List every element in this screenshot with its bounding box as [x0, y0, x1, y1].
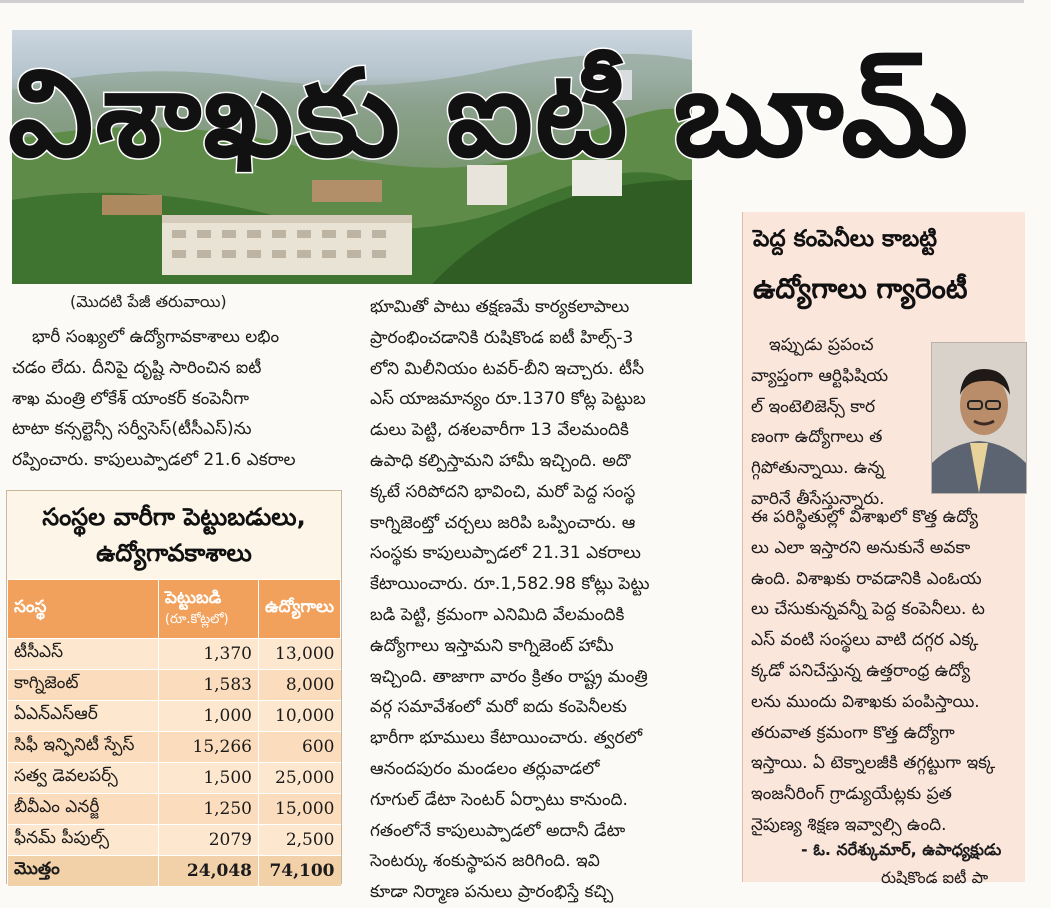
text-line: ణంగా ఉద్యోగాలు త: [751, 427, 883, 448]
text-line: లు ఎలా ఇస్తారని అనుకునే అవకా: [751, 537, 971, 558]
table-title-line: సంస్థల వారీగా పెట్టుబడులు,: [42, 503, 306, 531]
text-line: వారినే తీసేస్తున్నారు.: [751, 488, 885, 509]
text-line: కాగ్నిజెంట్తో చర్చలు జరిపి ఒప్పించారు. ఆ: [370, 512, 636, 533]
table-title: [7, 491, 341, 571]
text-line: నైపుణ్య శిక్షణ ఇవ్వాల్సి ఉంది.: [751, 814, 947, 835]
text-line: ఉద్యోగాలు ఇస్తామని కాగ్నిజెంట్ హామీ: [370, 635, 614, 656]
sidebar-heading-1: పెద్ద కంపెనీలు కాబట్టి: [753, 226, 937, 252]
header-investment-label: పెట్టుబడి: [164, 588, 222, 608]
cell-jobs: 10,000: [258, 701, 340, 732]
cell-jobs: 2,500: [258, 825, 340, 856]
cell-investment: 1,000: [158, 701, 258, 732]
header-investment: [158, 580, 258, 639]
text-line: శాఖ మంత్రి లోకేశ్ యాంకర్ కంపెనీగా: [12, 388, 250, 409]
text-line: తరువాత క్రమంగా కొత్త ఉద్యోగా: [751, 722, 955, 743]
cell-company: టీసీఎస్: [8, 639, 159, 670]
text-line: ఎస్ యాజమాన్యం రూ.1370 కోట్ల పెట్టుబ: [370, 389, 646, 410]
sidebar-box: [742, 212, 1025, 887]
cell-jobs: 25,000: [258, 763, 340, 794]
text-line: సెంటర్కు శంకుస్థాపన జరిగింది. ఇవి: [370, 851, 600, 872]
header-investment-unit: (రూ.కోట్లలో): [164, 612, 229, 627]
text-line: ల్ ఇంటెలిజెన్స్ కార: [751, 396, 876, 417]
investment-table: [7, 579, 341, 887]
cell-company: కాగ్నిజెంట్: [8, 670, 159, 701]
cell-company: సత్వ డెవలపర్స్: [8, 763, 159, 794]
header-company: సంస్థ: [8, 580, 159, 639]
text-line: గూగుల్ డేటా సెంటర్ ఏర్పాటు కానుంది.: [370, 789, 628, 810]
text-line: గతంలోనే కాపులుప్పాడలో అదానీ డేటా: [370, 820, 626, 841]
cell-company: ఏఎన్ఎస్ఆర్: [8, 701, 159, 732]
text-line: ఉపాధి కల్పిస్తామని హామీ ఇచ్చింది. అదొ: [370, 450, 631, 471]
text-line: ఉంది. విశాఖకు రావడానికి ఎంఓయ: [751, 568, 982, 589]
text-line: లు చేసుకున్నవన్నీ పెద్ద కంపెనీలు. ట: [751, 599, 985, 620]
text-line: ఎస్ వంటి సంస్థలు వాటి దగ్గర ఎక్క: [751, 630, 979, 651]
cell-company: ఫీనమ్ పీపుల్స్: [8, 825, 159, 856]
table-row: [8, 825, 341, 856]
sidebar-heading-2: ఉద్యోగాలు గ్యారెంటీ: [753, 272, 968, 305]
text-line: ఇచ్చింది. తాజాగా వారం క్రితం రాష్ట్ర మంత్రి: [370, 666, 648, 687]
continued-label: (మొదటి పేజీ తరువాయి): [70, 292, 227, 311]
text-line: లోని మిలీనియం టవర్-బీని ఇచ్చారు. టీసీ: [370, 358, 645, 379]
text-line: కేటాయించారు. రూ.1,582.98 కోట్లు పెట్టు: [370, 574, 650, 595]
headline: విశాఖకు ఐటీ బూమ్: [8, 45, 971, 184]
table-row: [8, 732, 341, 763]
cell-total-jobs: 74,100: [258, 856, 340, 887]
portrait-photo: [931, 342, 1027, 494]
text-line: వర్గ సమావేశంలో మరో ఐదు కంపెనీలకు: [370, 697, 627, 718]
top-rule: [0, 0, 1024, 3]
text-line: క్కటే సరిపోదని భావించి, మరో పెద్ద సంస్థ: [370, 481, 636, 502]
text-line: భూమితో పాటు తక్షణమే కార్యకలాపాలు: [370, 297, 630, 317]
text-line: ఇస్తాయి. ఏ టెక్నాలజీకి తగ్గట్టుగా ఇక్క: [751, 753, 996, 774]
cell-company: బీవీఎం ఎనర్జీ: [8, 794, 159, 825]
cell-investment: 15,266: [158, 732, 258, 763]
table-row: [8, 639, 341, 670]
cell-investment: 1,370: [158, 639, 258, 670]
text-line: కూడా నిర్మాణ పనులు ప్రారంభిస్తే కచ్చి: [370, 882, 614, 903]
cell-investment: 1,250: [158, 794, 258, 825]
text-line: రప్పించారు. కాపులుప్పాడలో 21.6 ఎకరాల: [12, 450, 296, 471]
table-row: [8, 670, 341, 701]
cell-jobs: 8,000: [258, 670, 340, 701]
sidebar-body: [751, 502, 1051, 841]
cell-total-investment: 24,048: [158, 856, 258, 887]
table-row: [8, 794, 341, 825]
cell-investment: 1,583: [158, 670, 258, 701]
text-line: వ్యాప్తంగా ఆర్టిఫిషియ: [751, 365, 889, 386]
text-line: ఆనందపురం మండలం తర్లువాడలో: [370, 758, 600, 779]
text-line: సంస్థకు కాపులుప్పాడలో 21.31 ఎకరాలు: [370, 543, 641, 564]
cell-jobs: 15,000: [258, 794, 340, 825]
text-line: బడి పెట్టి, క్రమంగా ఎనిమిది వేలమందికి: [370, 604, 625, 625]
sidebar-signature: - ఓ. నరేశ్కుమార్, ఉపాధ్యక్షుడు: [801, 840, 1002, 859]
investment-table-box: [6, 490, 342, 884]
text-line: భారీ సంఖ్యలో ఉద్యోగావకాశాలు లభిం: [32, 327, 280, 347]
text-line: ఇప్పుడు ప్రపంచ: [769, 335, 874, 355]
cell-company: సిఫీ ఇన్ఫినిటీ స్పేస్: [8, 732, 159, 763]
text-line: ఈ పరిస్థితుల్లో విశాఖలో కొత్త ఉద్యో: [751, 507, 979, 527]
header-jobs: ఉద్యోగాలు: [258, 580, 340, 639]
text-line: ప్రారంభించడానికి రుషికొండ ఐటీ హిల్స్-3: [370, 327, 634, 348]
text-line: డులు పెట్టి, దశలవారీగా 13 వేలమందికి: [370, 420, 629, 441]
cell-total-label: మొత్తం: [8, 856, 159, 887]
table-header-row: [8, 580, 341, 639]
table-row: [8, 763, 341, 794]
sidebar-lead: [751, 330, 931, 515]
cell-jobs: 13,000: [258, 639, 340, 670]
text-line: గ్గిపోతున్నాయి. ఉన్న: [751, 458, 885, 479]
table-row: [8, 701, 341, 732]
cell-investment: 2079: [158, 825, 258, 856]
table-title-line: ఉద్యోగావకాశాలు: [96, 539, 252, 567]
table-total-row: [8, 856, 341, 887]
cell-investment: 1,500: [158, 763, 258, 794]
text-line: భారీగా భూములు కేటాయించారు. త్వరలో: [370, 728, 643, 749]
text-line: చడం లేదు. దీనిపై దృష్టి సారించిన ఐటీ: [12, 357, 262, 378]
text-line: క్కడో పనిచేస్తున్న ఉత్తరాంధ్ర ఉద్యో: [751, 660, 971, 681]
article-column-1: [12, 322, 337, 476]
text-line: టాటా కన్సల్టెన్సీ సర్వీసెస్(టీసీఎస్)ను: [12, 419, 252, 440]
text-line: లను ముందు విశాఖకు పంపిస్తాయి.: [751, 691, 980, 712]
cell-jobs: 600: [258, 732, 340, 763]
article-column-2: [370, 292, 694, 903]
sidebar-signature-line-2: రుషికొండ ఐటీ పా: [881, 868, 989, 887]
text-line: ఇంజనీరింగ్ గ్రాడ్యుయేట్లకు ప్రత: [751, 784, 952, 805]
